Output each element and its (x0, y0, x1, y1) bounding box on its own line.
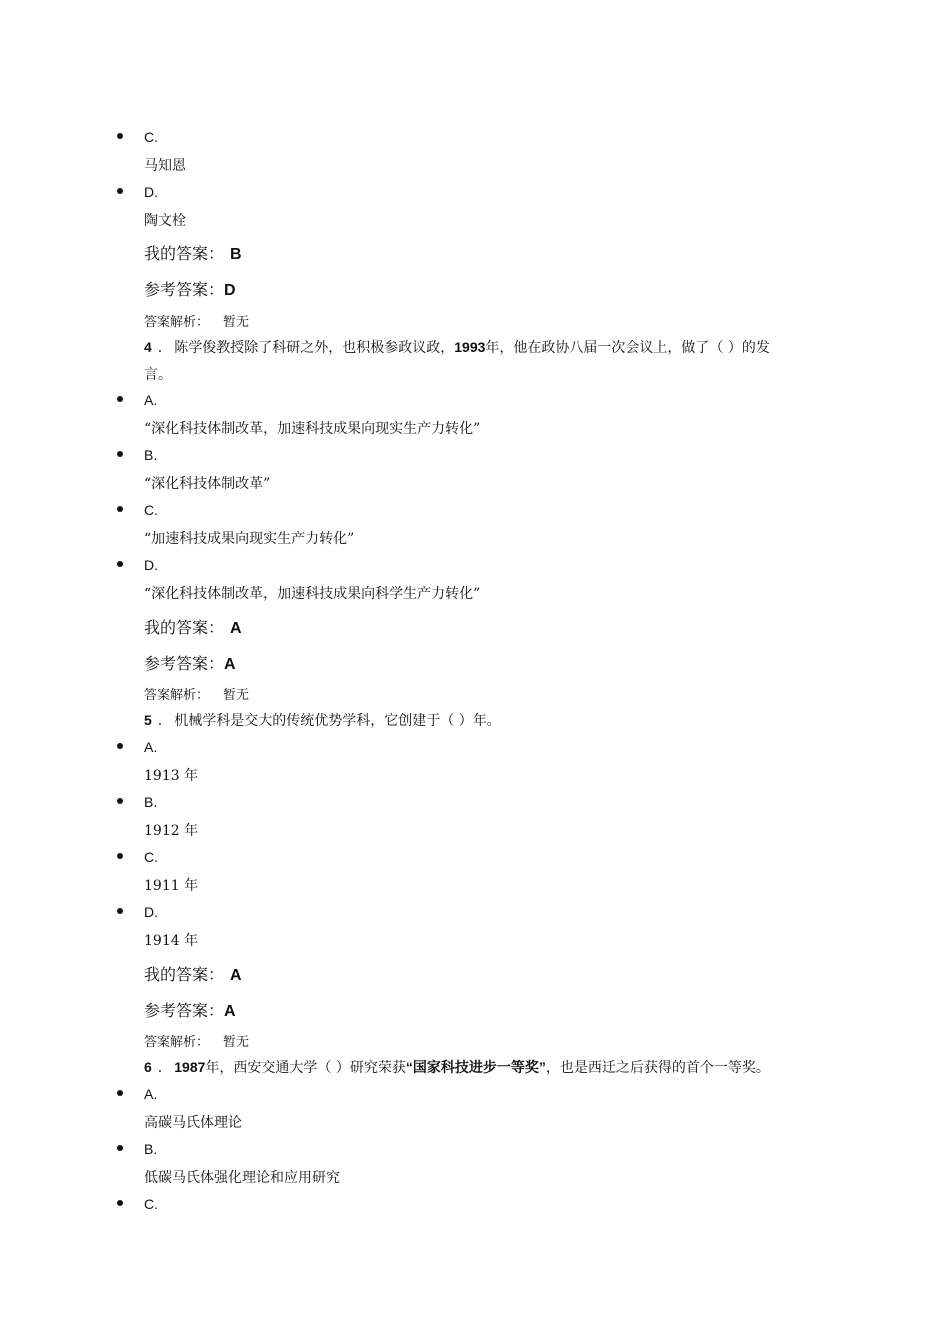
option-text: 低碳马氏体强化理论和应用研究 (144, 1170, 340, 1186)
list-bullet (117, 561, 123, 567)
option-letter: D. (144, 904, 158, 920)
option-letter: D. (144, 557, 158, 573)
reference-answer: 参考答案：A (144, 654, 236, 673)
question-5: 5 . 机械学科是交大的传统优势学科，它创建于（ ）年。 (144, 712, 501, 729)
list-bullet (117, 743, 123, 749)
option-text: 高碳马氏体理论 (144, 1115, 242, 1131)
option-letter: C. (144, 129, 158, 145)
option-letter: B. (144, 447, 158, 463)
my-answer: 我的答案： A (144, 965, 242, 984)
option-letter: C. (144, 502, 158, 518)
my-answer: 我的答案： B (144, 244, 242, 263)
option-text: 马知恩 (144, 158, 186, 174)
list-bullet (117, 853, 123, 859)
option-letter: A. (144, 392, 158, 408)
list-bullet (117, 1090, 123, 1096)
option-letter: A. (144, 1086, 158, 1102)
option-text: “加速科技成果向现实生产力转化” (144, 531, 355, 547)
option-text: “深化科技体制改革，加速科技成果向科学生产力转化” (144, 586, 481, 602)
list-bullet (117, 1200, 123, 1206)
list-bullet (117, 506, 123, 512)
reference-answer: 参考答案：A (144, 1001, 236, 1020)
option-text: “深化科技体制改革” (144, 476, 271, 492)
option-text: 1914 年 (144, 933, 199, 949)
option-letter: B. (144, 1141, 158, 1157)
option-text: 1913 年 (144, 768, 199, 784)
list-bullet (117, 908, 123, 914)
list-bullet (117, 798, 123, 804)
list-bullet (117, 188, 123, 194)
option-text: 1912 年 (144, 823, 199, 839)
list-bullet (117, 451, 123, 457)
list-bullet (117, 133, 123, 139)
option-letter: A. (144, 739, 158, 755)
list-bullet (117, 396, 123, 402)
option-text: “深化科技体制改革，加速科技成果向现实生产力转化” (144, 421, 481, 437)
question-4-cont: 言。 (144, 367, 172, 383)
my-answer: 我的答案： A (144, 618, 242, 637)
option-letter: C. (144, 1196, 158, 1212)
answer-explanation: 答案解析： 暂无 (144, 688, 250, 703)
option-letter: D. (144, 184, 158, 200)
question-4: 4 . 陈学俊教授除了科研之外，也积极参政议政，1993年，他在政协八届一次会议上，做了（ ）的发 (144, 339, 770, 356)
option-text: 1911 年 (144, 878, 199, 894)
option-letter: B. (144, 794, 158, 810)
option-letter: C. (144, 849, 158, 865)
answer-explanation: 答案解析： 暂无 (144, 1035, 250, 1050)
question-6: 6 . 1987年，西安交通大学（ ）研究荣获“国家科技进步一等奖”，也是西迁之后获得的首个一等奖。 (144, 1059, 770, 1076)
list-bullet (117, 1145, 123, 1151)
answer-explanation: 答案解析： 暂无 (144, 315, 250, 330)
reference-answer: 参考答案：D (144, 280, 236, 299)
option-text: 陶文栓 (144, 213, 186, 229)
